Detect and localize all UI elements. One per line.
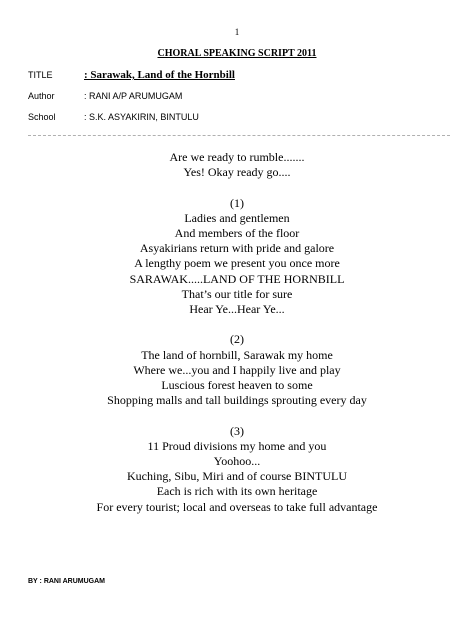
meta-value-title: : Sarawak, Land of the Hornbill [84,69,235,81]
poem-line: And members of the floor [174,226,300,240]
meta-value-school: : S.K. ASYAKIRIN, BINTULU [84,112,199,122]
header-divider [28,135,450,136]
poem-body [0,150,474,530]
poem-line: Hear Ye...Hear Ye... [189,302,285,317]
stanza-2 [0,332,474,408]
meta-value-author: : RANI A/P ARUMUGAM [84,91,183,101]
poem-line: A lengthy poem we present you once more [134,256,340,271]
poem-line: The land of hornbill, Sarawak my home [141,347,333,362]
stanza-3 [0,424,474,515]
poem-line: Luscious forest heaven to some [161,378,313,393]
poem-line: Asyakirians return with pride and galore [139,241,335,256]
poem-line: That’s our title for sure [181,286,293,301]
poem-line: Kuching, Sibu, Miri and of course BINTULU [127,469,347,484]
document-title: CHORAL SPEAKING SCRIPT 2011 [157,48,317,59]
poem-line: For every tourist; local and overseas to take full advantage [96,499,378,514]
poem-line: Yes! Okay ready go.... [183,165,291,180]
poem-line: Each is rich with its own heritage [156,484,318,499]
poem-line: SARAWAK.....LAND OF THE HORNBILL [129,271,345,286]
metadata-block [28,70,448,133]
page-number: 1 [234,27,240,37]
meta-label-title: TITLE [28,70,53,80]
poem-line: Are we ready to rumble....... [169,150,305,164]
poem-line: Where we...you and I happily live and play [133,362,341,377]
meta-label-author: Author [28,91,55,101]
meta-label-school: School [28,112,56,122]
poem-line: Yoohoo... [213,454,261,469]
poem-line: Shopping malls and tall buildings sprouting every day [107,393,367,408]
meta-row-title [28,70,448,91]
poem-intro [0,150,474,180]
stanza-number: (2) [230,332,244,347]
stanza-number: (1) [230,195,244,210]
poem-line: Ladies and gentlemen [184,210,290,225]
stanza-number: (3) [230,423,244,438]
stanza-1 [0,196,474,318]
meta-row-school [28,112,448,133]
meta-row-author [28,91,448,112]
poem-line: 11 Proud divisions my home and you [147,438,327,453]
page-footer: BY : RANI ARUMUGAM [28,578,105,585]
